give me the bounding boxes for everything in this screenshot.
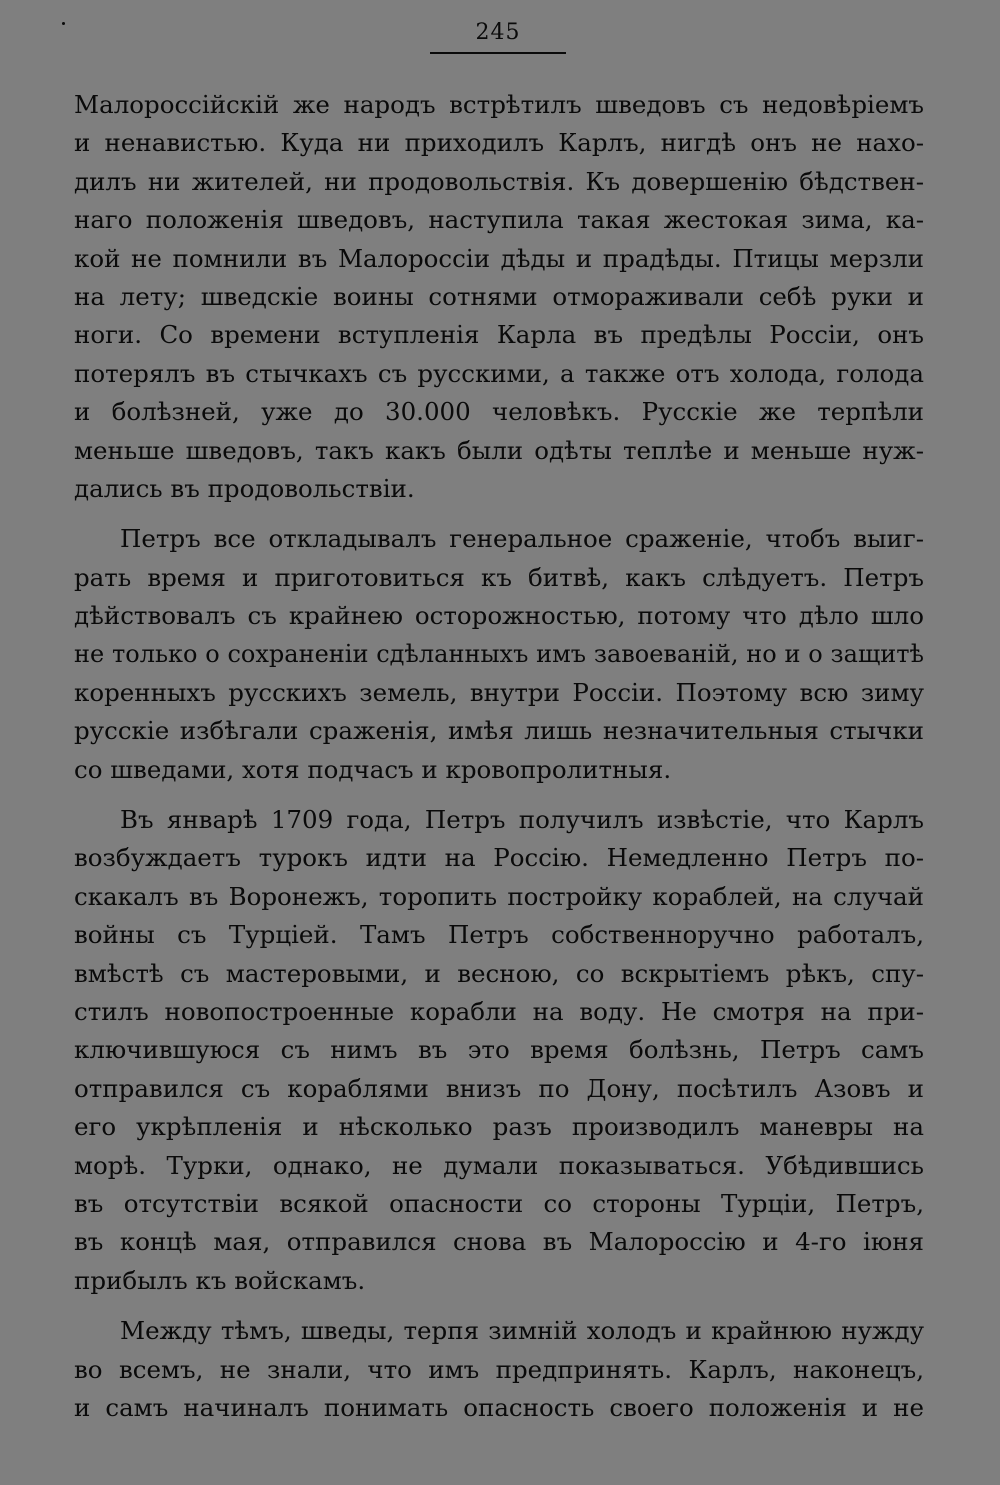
text-line: дилъ ни жителей, ни продовольствія. Къ довершенію бѣдствен- — [74, 166, 924, 196]
text-line: скакалъ въ Воронежъ, торопить постройку кораблей, на случай — [74, 881, 924, 911]
text-line: стилъ новопостроенные корабли на воду. Не смотря на при- — [74, 996, 924, 1026]
text-line: и болѣзней, уже до 30.000 человѣкъ. Русскіе же терпѣли — [74, 397, 924, 427]
paragraph-gap — [74, 789, 924, 801]
text-line: Малороссійскій же народъ встрѣтилъ шведовъ съ недовѣріемъ — [74, 90, 924, 119]
text-line: потерялъ въ стычкахъ съ русскими, а также отъ холода, голода — [74, 358, 924, 388]
text-line: дались въ продовольствіи. — [74, 473, 415, 503]
text-line: Между тѣмъ, шведы, терпя зимній холодъ и крайнюю нужду — [120, 1316, 924, 1346]
text-line: Петръ все откладывалъ генеральное сраженіе, чтобъ выиг- — [120, 524, 924, 554]
paragraph — [74, 520, 924, 789]
text-line: его укрѣпленія и нѣсколько разъ производилъ маневры на — [74, 1112, 924, 1142]
text-line: кой не помнили въ Малороссіи дѣды и прадѣды. Птицы мерзли — [74, 243, 924, 273]
text-line: на лету; шведскіе воины сотнями отмораживали себѣ руки и — [74, 281, 924, 311]
text-line: морѣ. Турки, однако, не думали показываться. Убѣдившись — [74, 1150, 924, 1180]
text-line: и ненавистью. Куда ни приходилъ Карлъ, нигдѣ онъ не нахо- — [74, 128, 924, 158]
paragraph — [74, 801, 924, 1300]
text-line: наго положенія шведовъ, наступила такая жестокая зима, ка- — [74, 205, 924, 235]
text-line: и самъ начиналъ понимать опасность своего положенія и не — [74, 1392, 924, 1422]
text-line: въ концѣ мая, отправился снова въ Малороссію и 4-го іюня — [74, 1227, 924, 1257]
page-number: 245 — [475, 20, 521, 45]
text-line: коренныхъ русскихъ земель, внутри Россіи. Поэтому всю зиму — [74, 677, 924, 707]
text-line: не только о сохраненіи сдѣланныхъ имъ завоеваній, но и о защитѣ — [74, 640, 924, 669]
text-line: возбуждаетъ турокъ идти на Россію. Немедленно Петръ по- — [74, 843, 924, 873]
text-line: отправился съ кораблями внизъ по Дону, посѣтилъ Азовъ и — [74, 1073, 924, 1103]
text-line: Въ январѣ 1709 года, Петръ получилъ извѣстіе, что Карлъ — [120, 805, 924, 835]
paragraph — [74, 86, 924, 508]
text-line: во всемъ, не знали, что имъ предпринять. Карлъ, наконецъ, — [74, 1354, 924, 1384]
paragraph-gap — [74, 508, 924, 520]
text-line: меньше шведовъ, такъ какъ были одѣты теплѣе и меньше нуж- — [74, 435, 924, 465]
text-line: войны съ Турціей. Тамъ Петръ собственноручно работалъ, — [74, 920, 924, 950]
text-line: рать время и приготовиться къ битвѣ, какъ слѣдуетъ. Петръ — [74, 562, 924, 592]
text-line: русскіе избѣгали сраженія, имѣя лишь незначительныя стычки — [74, 716, 924, 746]
text-line: ключившуюся съ нимъ въ это время болѣзнь, Петръ самъ — [74, 1035, 924, 1065]
body-text — [74, 86, 924, 1427]
stray-dot-mark — [62, 22, 65, 25]
paragraph-gap — [74, 1300, 924, 1312]
paragraph — [74, 1312, 924, 1427]
text-line: ноги. Со времени вступленія Карла въ предѣлы Россіи, онъ — [74, 320, 924, 350]
text-line: дѣйствовалъ съ крайнею осторожностью, потому что дѣло шло — [74, 601, 924, 631]
header-rule — [430, 52, 566, 54]
text-line: въ отсутствіи всякой опасности со стороны Турціи, Петръ, — [74, 1188, 924, 1218]
text-line: со шведами, хотя подчасъ и кровопролитныя. — [74, 754, 672, 784]
text-line: вмѣстѣ съ мастеровыми, и весною, со вскрытіемъ рѣкъ, спу- — [74, 958, 924, 988]
text-line: прибылъ къ войскамъ. — [74, 1265, 366, 1295]
